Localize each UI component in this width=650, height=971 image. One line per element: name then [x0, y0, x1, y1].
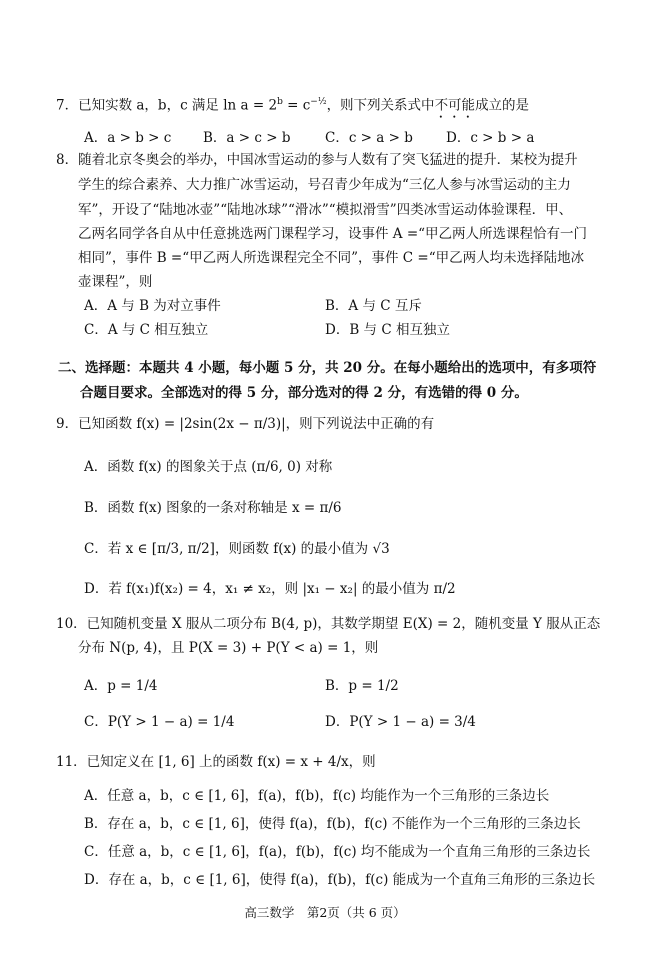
question-8-line: 8．随着北京冬奥会的举办，中国冰雪运动的参与人数有了突飞猛进的提升．某校为提升 [56, 152, 578, 168]
question-8-line: 学生的综合素养、大力推广冰雪运动，号召青少年成为“三亿人参与冰雪运动的主力 [78, 177, 571, 193]
section-heading: 合题目要求。全部选对的得 5 分，部分选对的得 2 分，有选错的得 0 分。 [80, 385, 528, 401]
question-10-line: 分布 N(p, 4)，且 P(X = 3) + P(Y < a) = 1，则 [78, 640, 379, 656]
q8-option-c: C．A 与 C 相互独立 [84, 322, 209, 338]
question-11-stem: 11．已知定义在 [1, 6] 上的函数 f(x) = x + 4/x，则 [56, 754, 376, 770]
q7-option-b: B．a > c > b [203, 130, 291, 146]
question-9-stem: 9．已知函数 f(x) = |2sin(2x − π/3)|，则下列说法中正确的有 [56, 416, 435, 432]
question-8-line: 壶课程”，则 [78, 274, 153, 290]
q11-option-c: C．任意 a，b，c ∈ [1, 6]，f(a)，f(b)，f(c) 均不能成为一个直角三角形的三条边长 [84, 844, 591, 860]
q7-option-c: C．c > a > b [325, 130, 413, 146]
q9-option-c: C．若 x ∈ [π/3, π/2]，则函数 f(x) 的最小值为 √3 [84, 541, 390, 557]
q7-option-d: D．c > b > a [446, 130, 535, 146]
q8-option-d: D．B 与 C 相互独立 [325, 322, 450, 338]
question-7-stem: 7．已知实数 a，b，c 满足 $\ln a = 2^b = c^{-\frac{1}{2}}$，则下列关系式中不可能成立的是 [56, 97, 530, 114]
q10-option-d: D．P(Y > 1 − a) = 3/4 [325, 714, 476, 730]
question-8-line: 相同”，事件 B =“甲乙两人所选课程完全不同”，事件 C =“甲乙两人均未选择陆地冰 [78, 250, 585, 266]
q10-option-a: A．p = 1/4 [84, 678, 158, 694]
q9-option-d: D．若 f(x₁)f(x₂) = 4，x₁ ≠ x₂，则 |x₁ − x₂| 的最小值为 π/2 [84, 581, 456, 597]
question-8-line: 军”，开设了“陆地冰壶”“陆地冰球”“滑冰”“模拟滑雪”四类冰雪运动体验课程．甲、 [78, 202, 573, 218]
q10-option-c: C．P(Y > 1 − a) = 1/4 [84, 714, 235, 730]
q9-option-a: A．函数 f(x) 的图象关于点 (π/6, 0) 对称 [84, 459, 333, 475]
q7-option-a: A．a > b > c [84, 130, 172, 146]
q11-option-d: D．存在 a，b，c ∈ [1, 6]，使得 f(a)，f(b)，f(c) 能成为一个直角三角形的三条边长 [84, 872, 596, 888]
question-10-line: 10．已知随机变量 X 服从二项分布 B(4, p)，其数学期望 E(X) = 2，随机变量 Y 服从正态 [56, 616, 601, 632]
emphasis-text: 不可能 [434, 97, 476, 114]
question-8-line: 乙两名同学各自从中任意挑选两门课程学习，设事件 A =“甲乙两人所选课程恰有一门 [78, 226, 588, 242]
q8-option-a: A．A 与 B 为对立事件 [84, 298, 221, 314]
q9-option-b: B．函数 f(x) 图象的一条对称轴是 x = π/6 [84, 500, 342, 516]
page-footer: 高三数学 第2页（共 6 页） [244, 905, 406, 920]
q8-option-b: B．A 与 C 互斥 [325, 298, 422, 314]
section-heading: 二、选择题：本题共 4 小题，每小题 5 分，共 20 分。在每小题给出的选项中，有多项符 [58, 360, 597, 376]
q10-option-b: B．p = 1/2 [325, 678, 399, 694]
q11-option-b: B．存在 a，b，c ∈ [1, 6]，使得 f(a)，f(b)，f(c) 不能作为一个三角形的三条边长 [84, 816, 581, 832]
q11-option-a: A．任意 a，b，c ∈ [1, 6]，f(a)，f(b)，f(c) 均能作为一个三角形的三条边长 [84, 788, 550, 804]
